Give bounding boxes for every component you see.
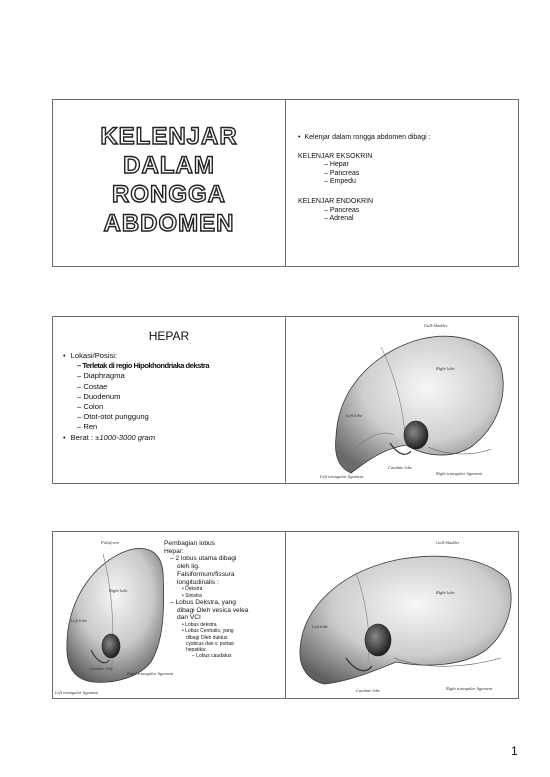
text-line: hepatika:: [186, 646, 207, 653]
label-left-lobe: Left lobe: [346, 413, 362, 418]
slide-gland-list: [285, 99, 519, 267]
list-item: – Hepar: [324, 161, 349, 169]
slide-body: [298, 134, 513, 224]
label-gall-bladder: Gall-bladder: [436, 540, 460, 545]
list-item: – Ren: [77, 422, 98, 432]
gall-bladder-shape: [102, 634, 120, 658]
label-caudate-lobe: Caudate lobe: [89, 666, 114, 671]
group-title: KELENJAR EKSOKRIN: [298, 152, 373, 160]
list-item: – Pancreas: [324, 206, 360, 214]
slide-liver-illustration: [285, 316, 519, 484]
text-line: longitudinalis :: [177, 578, 219, 586]
group-title: KELENJAR ENDOKRIN: [298, 197, 374, 205]
text-line: dibagi Oleh vesica velea: [177, 606, 249, 614]
list-item: – Empedu: [324, 178, 356, 186]
slide-body: [63, 351, 278, 443]
slide-liver-lobes: [52, 531, 286, 699]
bullet-dot-icon: •: [63, 432, 66, 442]
page-number: 1: [511, 744, 518, 758]
title-line: RONGGA: [112, 181, 226, 208]
weight-value: ±1000-3000 gram: [95, 432, 156, 442]
text-line: oleh lig.: [177, 563, 200, 571]
text-line: Pembagian lobus: [164, 540, 215, 547]
text-line: – Lobus caudatus: [192, 653, 232, 660]
label-right-lobe: Right lobe: [436, 590, 455, 595]
slide-liver-illustration-large: [285, 531, 519, 699]
gall-bladder-shape: [365, 624, 391, 656]
bullet-item: [298, 134, 513, 143]
list-item: – Diaphragma: [77, 371, 125, 381]
text-line: cysticus dan v. portae: [186, 640, 234, 647]
label-right-lobe: Right lobe: [109, 588, 128, 593]
list-item: – Otot-otot punggung: [77, 412, 149, 422]
label-left-triangular: Left triangular ligament: [55, 690, 99, 695]
text-line: • Sinistra: [182, 592, 202, 599]
text-line: – Lobus Dekstra, yang: [170, 598, 236, 606]
label-right-triangular: Right triangular ligament: [127, 671, 174, 676]
liver-illustration: [286, 317, 518, 483]
weight-label: Berat :: [70, 432, 96, 442]
list-item: – Terletak di regio Hipokhondriaka dekstra: [77, 361, 210, 371]
title-line: KELENJAR: [100, 123, 238, 150]
label-right-triangular: Right triangular ligament: [436, 471, 483, 476]
bullet-text: Kelenjar dalam rongga abdomen dibagi :: [304, 134, 431, 141]
label-caudate-lobe: Caudate lobe: [356, 688, 381, 693]
slide-main-title: [53, 122, 285, 238]
title-line: ABDOMEN: [103, 210, 235, 237]
label-gall-bladder: Gall-bladder: [424, 323, 448, 328]
bullet-item: [63, 433, 278, 443]
text-line: dan VCI: [177, 614, 201, 622]
text-line: Hepar:: [164, 547, 184, 555]
label-falsiform: Falsiform: [101, 540, 119, 545]
bullet-item: [63, 351, 278, 361]
label-right-triangular: Right triangular ligament: [446, 686, 493, 691]
liver-shape: [300, 556, 511, 684]
list-item: – Pancreas: [324, 169, 360, 177]
label-left-lobe: Left lobe: [71, 618, 87, 623]
list-item: – Colon: [77, 402, 104, 412]
slide-body: [164, 540, 282, 659]
gall-bladder-shape: [404, 421, 428, 449]
text-line: dibagi Oleh duktus: [186, 634, 228, 641]
slide-hepar: [52, 316, 286, 484]
bullet-dot-icon: •: [298, 134, 301, 141]
label-right-lobe: Right lobe: [436, 366, 455, 371]
liver-illustration: [286, 532, 518, 698]
text-line: Falsiformum/fissura: [177, 570, 235, 578]
slide-title-card: [52, 99, 286, 267]
label-caudate-lobe: Caudate lobe: [388, 465, 413, 470]
text-line: • Lobus Centralis, yang: [182, 628, 234, 635]
list-item: – Costae: [77, 381, 108, 391]
bullet-dot-icon: •: [63, 351, 66, 360]
bullet-text: Lokasi/Posisi:: [70, 351, 118, 360]
text-line: – 2 lobus utama dibagi: [170, 555, 237, 563]
text-line: • Dekstra: [182, 586, 203, 593]
label-left-triangular: Left triangular ligament: [320, 474, 364, 479]
liver-shape: [67, 548, 164, 682]
slide-heading: HEPAR: [148, 329, 190, 343]
list-item: – Adrenal: [324, 215, 354, 223]
list-item: – Duodenum: [77, 391, 121, 401]
text-line: • Lobus dekstra: [182, 621, 217, 628]
title-line: DALAM: [123, 152, 215, 179]
label-left-lobe: Left lobe: [312, 624, 328, 629]
